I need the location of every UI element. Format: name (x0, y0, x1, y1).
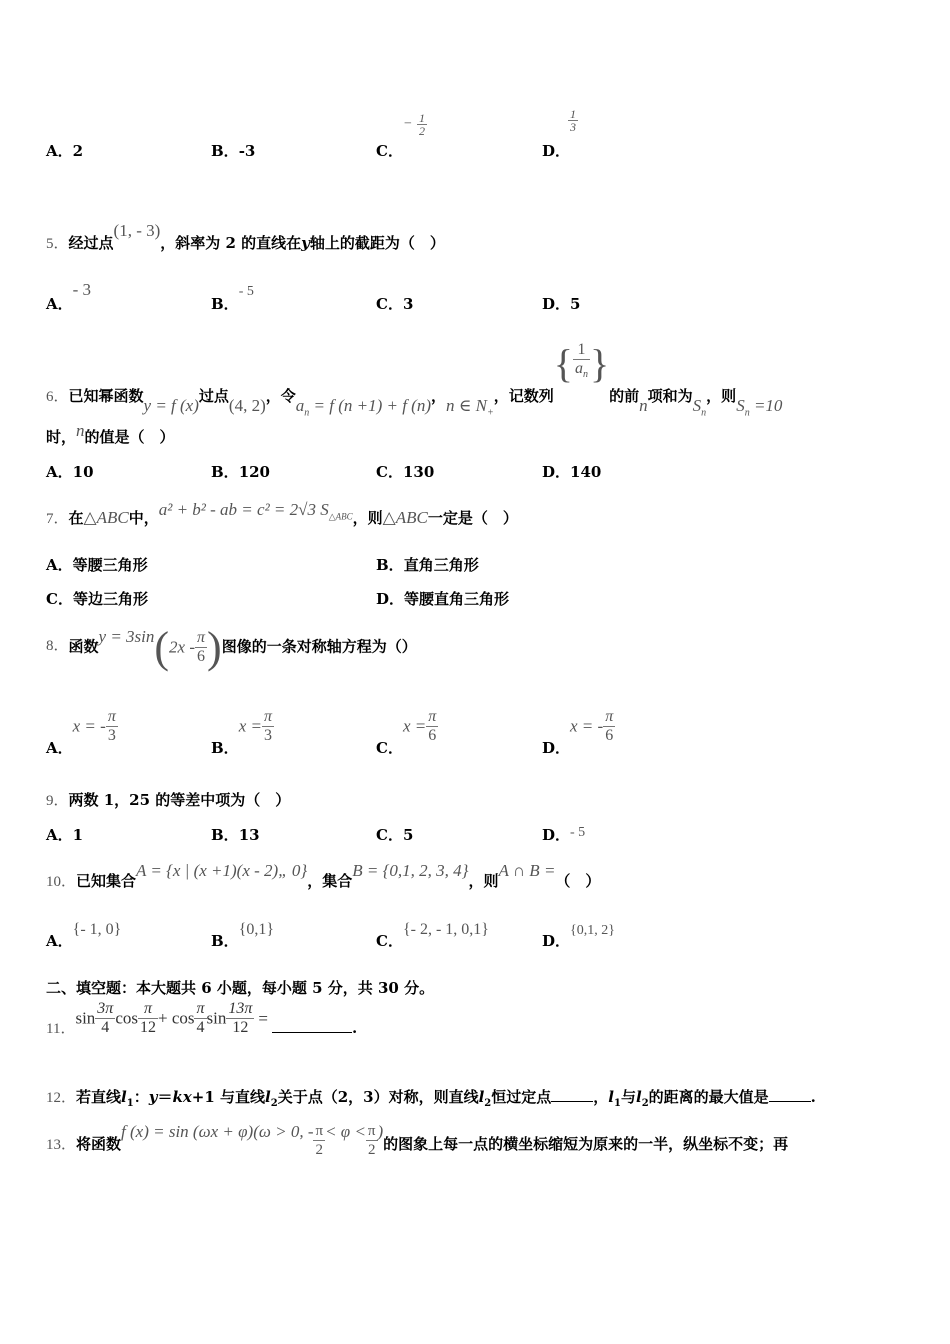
question-text: ， (431, 387, 447, 405)
question-number: 6． (46, 389, 69, 405)
triangle-symbol: △ABC (83, 508, 129, 527)
question-text: 经过点 (68, 234, 114, 252)
variable-kx: kx (172, 1088, 192, 1106)
question-text: 的图象上每一点的横坐标缩短为原来的一半，纵坐标不变；再 (383, 1134, 789, 1153)
option-text: - 5 (570, 825, 586, 840)
question-number: 9． (46, 793, 69, 809)
option-letter: A． (46, 826, 73, 844)
fraction-3pi-4: $\frac{3\pi}{4}$ (97, 1000, 114, 1036)
option-letter: B． (211, 932, 239, 950)
variable-y: y (148, 1088, 158, 1106)
question-text: ＝ (157, 1088, 173, 1106)
period: . (810, 1088, 816, 1106)
question-text: 项和为 (647, 387, 693, 405)
fraction-pi-12: $\frac{\pi}{12}$ (139, 1000, 156, 1036)
option-letter: D． (542, 142, 571, 160)
option-letter: C． (376, 826, 403, 844)
sequence-def: $a_n = f$ (n +1) + f (n) (295, 396, 432, 419)
question-text: 轴上的截距为（ ） (309, 234, 445, 252)
q5-option-d[interactable] (542, 293, 580, 314)
q9-option-b[interactable] (211, 824, 260, 845)
q9-option-c[interactable] (376, 824, 413, 845)
question-text: 一定是（ ） (427, 509, 518, 527)
option-letter: C． (376, 932, 403, 950)
q8-option-a[interactable] (46, 708, 118, 757)
option-letter: C． (376, 142, 403, 160)
option-letter: D． (542, 826, 571, 844)
function-expr: y = f (x) (143, 396, 199, 415)
question-number: 11． (46, 1020, 76, 1037)
equation: a² + b² - ab = c² = 2√3 $S_{\triangle ABC}$ (158, 500, 353, 522)
question-text: 中， (128, 509, 159, 527)
question-11 (46, 1000, 357, 1037)
question-text: ，令 (265, 387, 296, 405)
question-number: 7． (46, 511, 69, 527)
cos-text: cos (115, 1008, 138, 1028)
q4-option-d-value (568, 108, 578, 133)
option-letter: B． (211, 295, 239, 313)
q5-option-c[interactable] (376, 293, 413, 314)
q7-option-b[interactable] (376, 554, 479, 575)
condition-mid: < φ < (325, 1121, 366, 1141)
option-letter: A． (46, 295, 73, 313)
option-fraction: $\frac{\pi}{6}$ (605, 708, 614, 744)
q4-option-b[interactable] (211, 140, 255, 161)
question-number: 8． (46, 637, 69, 654)
question-text: ，则 (352, 509, 383, 527)
answer-blank-1[interactable] (551, 1101, 593, 1102)
q9-option-d[interactable] (542, 824, 585, 845)
q7-option-d[interactable] (376, 588, 509, 609)
question-text: ，记数列 (493, 387, 554, 405)
point-expr: (1, - 3) (113, 221, 161, 240)
fraction: $\frac{1}{3}$ (570, 107, 576, 134)
question-9 (46, 789, 290, 810)
option-letter: A． (46, 556, 73, 574)
equals-sign: = (258, 1008, 268, 1028)
brace-right: } (589, 341, 610, 386)
q6-option-a[interactable] (46, 461, 94, 482)
q4-option-c-value (404, 112, 427, 137)
line-l2: $l_2$ (478, 1088, 492, 1109)
point-expr: (4, 2) (228, 396, 266, 415)
question-8 (46, 622, 417, 673)
option-text: 等边三角形 (72, 590, 148, 608)
option-fraction: $\frac{\pi}{6}$ (428, 708, 437, 744)
variable-n: n (76, 421, 85, 440)
question-text: ，集合 (307, 872, 353, 890)
question-text: 若直线 (76, 1088, 122, 1106)
option-letter: D． (542, 932, 571, 950)
q4-option-a[interactable] (46, 140, 83, 161)
option-fraction: $\frac{\pi}{3}$ (263, 708, 272, 744)
option-text: -3 (238, 142, 256, 160)
option-text: 2 (72, 142, 84, 160)
option-lhs: x = (402, 716, 427, 736)
question-number: 5． (46, 236, 69, 252)
option-letter: C． (376, 738, 403, 757)
sin-text: sin (206, 1008, 227, 1028)
question-text: 在 (68, 509, 84, 527)
function-inner: 2x - (169, 637, 196, 657)
option-text: {- 1, 0} (72, 921, 122, 938)
option-letter: B． (211, 826, 239, 844)
q10-option-c[interactable] (376, 921, 489, 951)
option-letter: C． (46, 590, 73, 608)
minus-sign: − (404, 116, 412, 132)
question-text: 时， (46, 428, 77, 446)
q10-option-b[interactable] (211, 921, 275, 951)
option-letter: C． (376, 463, 403, 481)
question-text: 与 (620, 1088, 636, 1106)
option-text: 直角三角形 (403, 556, 479, 574)
q10-option-a[interactable] (46, 921, 122, 951)
q10-option-d[interactable] (542, 923, 615, 951)
sum-condition: $S_n =10$ (736, 396, 783, 419)
pi-over-2: $\frac{\pi}{2}$ (367, 1123, 376, 1158)
brace-left: { (553, 341, 573, 386)
option-text: 120 (238, 463, 270, 481)
q8-option-c[interactable] (376, 708, 438, 757)
pi-over-6: $\frac{\pi}{6}$ (197, 629, 206, 665)
option-text: 5 (402, 826, 414, 844)
option-text: 1 (72, 826, 84, 844)
question-text: ，则 (706, 387, 737, 405)
line-l1: $l_1$ (608, 1088, 621, 1109)
question-text: 两数 1，25 的等差中项为（ ） (68, 791, 291, 809)
line-l1: $l_1$ (121, 1088, 134, 1109)
line-l2: $l_2$ (265, 1088, 278, 1109)
question-text: 函数 (68, 637, 99, 656)
q6-option-c[interactable] (376, 461, 434, 482)
question-text: 已知集合 (76, 872, 137, 890)
option-letter: D． (542, 295, 571, 313)
q6-option-b[interactable] (211, 461, 270, 482)
question-text: 恒过定点 (491, 1088, 552, 1106)
question-text: 图像的一条对称轴方程为（） (221, 637, 417, 656)
question-text: （ ） (555, 872, 601, 890)
option-fraction: $\frac{\pi}{3}$ (107, 708, 116, 744)
option-letter: B． (211, 142, 239, 160)
option-text: 130 (402, 463, 435, 481)
question-text: 过点 (198, 387, 229, 405)
question-12 (46, 1086, 816, 1109)
q4-option-d[interactable] (542, 140, 570, 161)
option-letter: D． (542, 738, 571, 757)
paren-left: ( (154, 623, 170, 672)
fraction-pi-4: $\frac{\pi}{4}$ (196, 1000, 205, 1036)
q5-option-b[interactable] (211, 284, 254, 314)
option-text: {0,1} (238, 921, 275, 938)
option-letter: B． (211, 463, 239, 481)
q9-option-a[interactable] (46, 824, 83, 845)
function-lhs: y = 3sin (98, 626, 155, 646)
sequence-fraction: $\frac{1}{a_n}$ (574, 341, 588, 381)
q7-option-a[interactable] (46, 554, 148, 575)
answer-blank[interactable] (272, 1032, 352, 1033)
question-13 (46, 1120, 788, 1157)
option-text: 3 (402, 295, 414, 313)
question-text: ： (133, 1088, 149, 1106)
fraction-13pi-12: $\frac{13\pi}{12}$ (228, 1000, 253, 1036)
question-text: 的值是（ ） (84, 428, 175, 446)
period: . (351, 1018, 358, 1037)
q6-option-d[interactable] (542, 461, 601, 482)
option-text: {- 2, - 1, 0,1} (402, 921, 489, 938)
question-text: 将函数 (76, 1134, 122, 1153)
triangle-symbol: △ABC (382, 508, 428, 527)
answer-blank-2[interactable] (769, 1101, 811, 1102)
set-b: B = {0,1, 2, 3, 4} (352, 861, 469, 880)
paren-right: ) (207, 623, 222, 672)
intersection: A ∩ B = (498, 861, 556, 880)
question-number: 13． (46, 1136, 77, 1153)
option-lhs: x = (238, 716, 262, 736)
q4-option-c[interactable] (376, 140, 403, 161)
option-lhs: x = - (72, 716, 106, 736)
question-6 (46, 340, 783, 419)
q7-option-c[interactable] (46, 588, 148, 609)
option-letter: A． (46, 932, 73, 950)
variable: y (301, 234, 310, 252)
option-text: - 5 (238, 284, 254, 299)
line-l2: $l_2$ (635, 1088, 649, 1109)
option-letter: A． (46, 463, 73, 481)
sin-text: sin (75, 1008, 96, 1028)
question-text: 关于点（2，3）对称，则直线 (277, 1088, 479, 1106)
variable-n: n (639, 396, 648, 415)
question-text: 的前 (609, 387, 640, 405)
option-text: 5 (570, 295, 581, 313)
question-text: 的距离的最大值是 (648, 1088, 769, 1106)
option-text: 13 (238, 826, 260, 844)
question-10 (46, 861, 601, 891)
question-5 (46, 221, 445, 253)
option-text: {0,1, 2} (570, 923, 615, 938)
option-text: 140 (570, 463, 602, 481)
condition-right: ) (377, 1121, 384, 1141)
set-a: A = {x | (x +1)(x - 2)„ 0} (136, 861, 308, 880)
option-text: 等腰直角三角形 (404, 590, 510, 608)
sum-symbol: $S_n$ (692, 396, 707, 419)
option-letter: A． (46, 142, 73, 160)
option-letter: D． (542, 463, 571, 481)
q5-option-a[interactable] (46, 280, 92, 314)
question-text: 已知幂函数 (68, 387, 144, 405)
option-letter: D． (376, 590, 405, 608)
question-number: 10． (46, 874, 77, 890)
question-6-cont (46, 421, 175, 447)
question-text: +1 与直线 (191, 1088, 266, 1106)
q8-option-d[interactable] (542, 708, 615, 757)
function-expr: f (x) = sin (ωx + φ) (121, 1121, 254, 1141)
option-letter: A． (46, 738, 73, 757)
option-text: 10 (72, 463, 94, 481)
option-text: - 3 (72, 280, 92, 299)
plus-cos-text: + cos (157, 1008, 195, 1028)
option-letter: B． (376, 556, 404, 574)
n-set: n ∈ $N_+$ (446, 396, 494, 419)
question-text: ， (593, 1088, 609, 1106)
question-number: 12． (46, 1090, 77, 1106)
option-letter: C． (376, 295, 403, 313)
option-letter: B． (211, 738, 239, 757)
section-heading: 二、填空题：本大题共 6 小题，每小题 5 分，共 30 分。 (46, 979, 435, 997)
question-text: ，则 (468, 872, 499, 890)
option-text: 等腰三角形 (72, 556, 148, 574)
question-text: ，斜率为 2 的直线在 (160, 234, 302, 252)
question-7 (46, 500, 518, 530)
fraction: $\frac{1}{2}$ (419, 111, 425, 138)
q8-option-b[interactable] (211, 708, 274, 757)
pi-over-2: $\frac{\pi}{2}$ (315, 1123, 324, 1158)
option-lhs: x = - (570, 716, 604, 736)
condition-left: (ω > 0, - (253, 1121, 314, 1141)
